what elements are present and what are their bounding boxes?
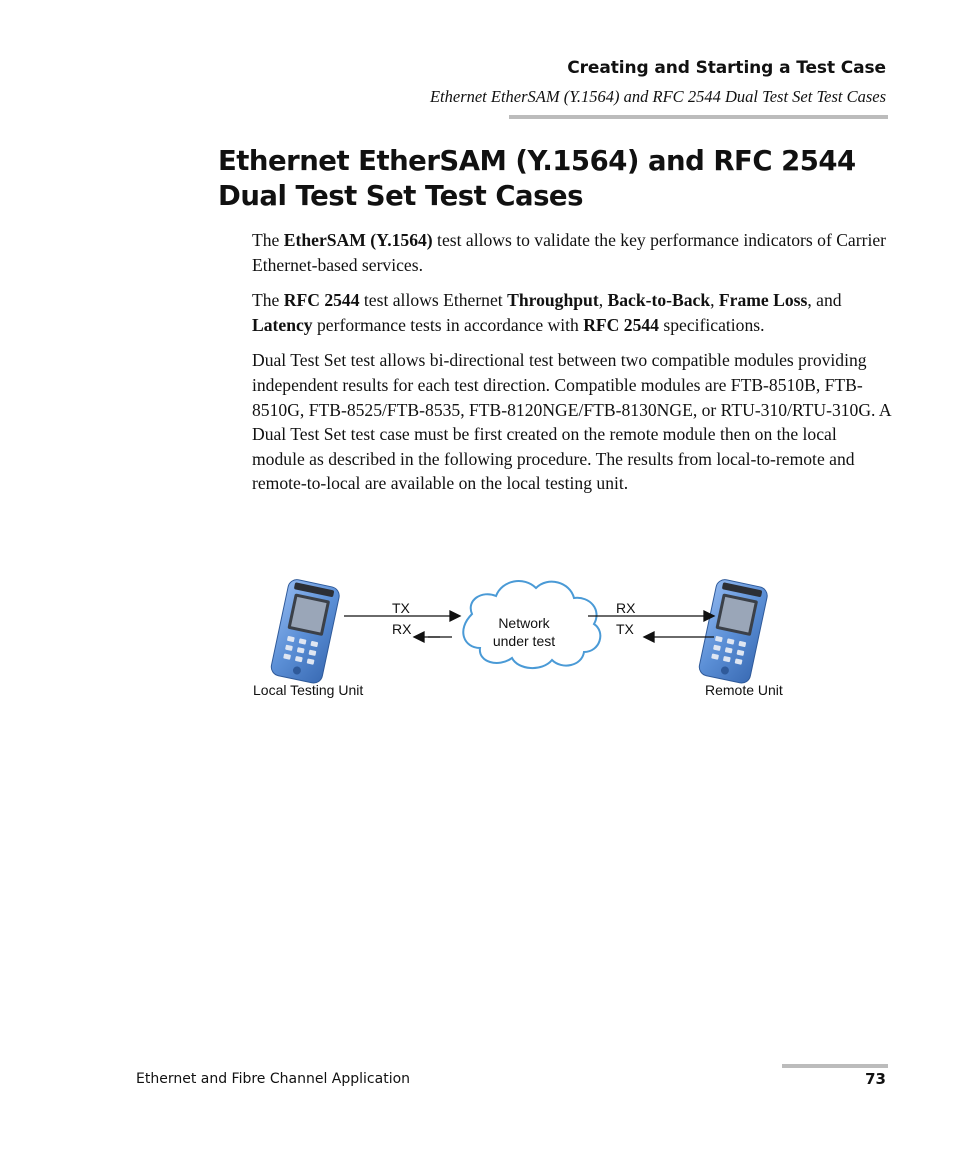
remote-unit-device-icon [698, 578, 769, 685]
right-link-arrows [588, 611, 714, 642]
local-unit-device-icon [270, 578, 341, 685]
header-rule [509, 115, 888, 119]
cloud-label-line1: Network [498, 615, 550, 631]
body-text [252, 228, 892, 507]
paragraph-rfc2544: The RFC 2544 test allows Ethernet Throughput, Back-to-Back, Frame Loss, and Latency performance tests in accordance with RFC 2544 specifications. [252, 290, 842, 335]
dual-test-set-diagram [240, 566, 800, 706]
paragraph-ethersam: The EtherSAM (Y.1564) test allows to validate the key performance indicators of Carrier Ethernet-based services. [252, 230, 887, 275]
right-rx-label: RX [616, 600, 636, 616]
left-rx-label: RX [392, 621, 412, 637]
cloud-label-line2: under test [492, 633, 556, 649]
running-header-section: Ethernet EtherSAM (Y.1564) and RFC 2544 Dual Test Set Test Cases [429, 87, 886, 106]
left-tx-label: TX [392, 600, 410, 616]
footer-document-title: Ethernet and Fibre Channel Application [136, 1071, 411, 1087]
running-header-chapter: Creating and Starting a Test Case [567, 58, 886, 78]
remote-unit-label: Remote Unit [705, 682, 783, 698]
paragraph-dual-test-set: Dual Test Set test allows bi-directional test between two compatible modules providing independent results for each test direction. Compatible modules are FTB-8510B, FTB-8510G, FTB-8525/FTB-8535, FTB-8120NGE/FTB-8130NGE, or RTU-310/RTU-310G. A Dual Test Set test case must be first created on the remote module then on the local module as described in the following procedure. The results from local-to-remote and remote-to-local are available on the local testing unit. [252, 350, 891, 494]
right-tx-label: TX [616, 621, 634, 637]
page-number: 73 [865, 1070, 886, 1088]
local-unit-label: Local Testing Unit [253, 682, 364, 698]
footer-rule [782, 1064, 888, 1068]
section-title: Ethernet EtherSAM (Y.1564) and RFC 2544 Dual Test Set Test Cases [218, 145, 856, 212]
